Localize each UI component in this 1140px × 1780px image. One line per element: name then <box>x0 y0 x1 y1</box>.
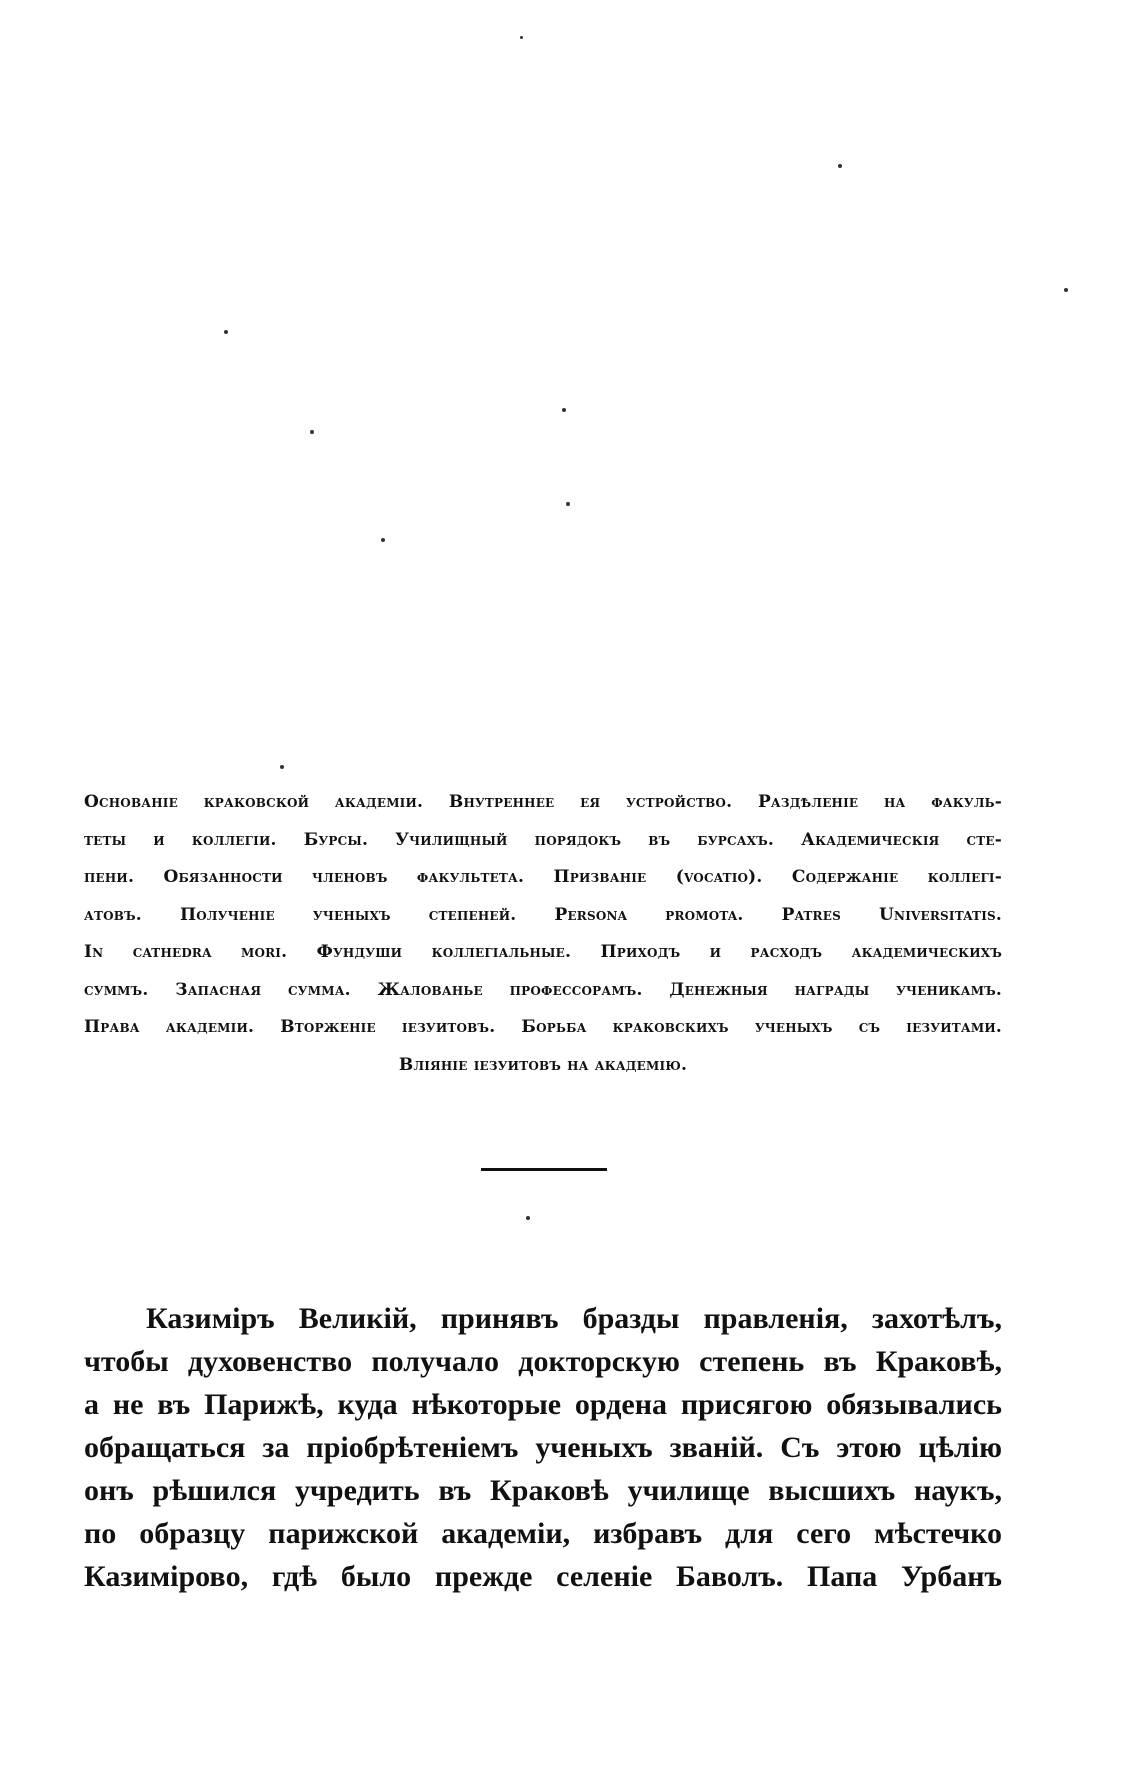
print-speck <box>838 164 842 168</box>
print-speck <box>280 765 284 769</box>
summary-line: атовъ. Полученіе ученыхъ степеней. Persona promota. Patres Universitatis. <box>84 904 1002 925</box>
print-speck <box>310 430 314 434</box>
summary-line: суммъ. Запасная сумма. Жалованье профессорамъ. Денежныя награды ученикамъ. <box>84 979 1002 1000</box>
print-speck <box>520 36 523 39</box>
paragraph-line: обращаться за пріобрѣтеніемъ ученыхъ званій. Съ этою цѣлію <box>84 1431 1002 1464</box>
body-paragraph <box>84 1297 1002 1598</box>
paragraph-line: Казиміровo, гдѣ было прежде селеніе Баволъ. Папа Урбанъ <box>84 1560 1002 1593</box>
summary-line: Вліяніе іезуитовъ на академію. <box>398 1054 688 1075</box>
paragraph-line: по образцу парижской академіи, избравъ для сего мѣстечко <box>84 1517 1002 1550</box>
print-speck <box>562 408 566 412</box>
paragraph-line: Казиміръ Великій, принявъ бразды правленія, захотѣлъ, <box>146 1302 1002 1335</box>
print-speck <box>1064 288 1068 292</box>
paragraph-line: а не въ Парижѣ, куда нѣкоторые ордена присягою обязывались <box>84 1388 1002 1421</box>
print-speck <box>381 538 385 542</box>
print-speck <box>224 330 228 334</box>
print-speck <box>566 502 570 506</box>
summary-line: In cathedra mori. Фундуши коллегіальные. Приходъ и расходъ академическихъ <box>84 942 1002 962</box>
chapter-summary <box>84 784 1002 1084</box>
section-divider <box>481 1168 607 1171</box>
paragraph-line: онъ рѣшился учредить въ Краковѣ училище высшихъ наукъ, <box>84 1474 1002 1507</box>
print-speck <box>526 1216 530 1220</box>
summary-line: Основаніе краковской академіи. Внутреннее ея устройство. Раздѣленіе на факуль- <box>84 792 1002 812</box>
paragraph-line: чтобы духовенство получало докторскую степень въ Краковѣ, <box>84 1345 1002 1378</box>
summary-line: теты и коллегіи. Бурсы. Училищный порядокъ въ бурсахъ. Академическія сте- <box>84 829 1002 850</box>
summary-line: пени. Обязанности членовъ факультета. Призваніе (vocatio). Содержаніе коллегі- <box>84 867 1002 887</box>
summary-line: Права академіи. Вторженіе іезуитовъ. Борьба краковскихъ ученыхъ съ іезуитами. <box>84 1017 1002 1037</box>
